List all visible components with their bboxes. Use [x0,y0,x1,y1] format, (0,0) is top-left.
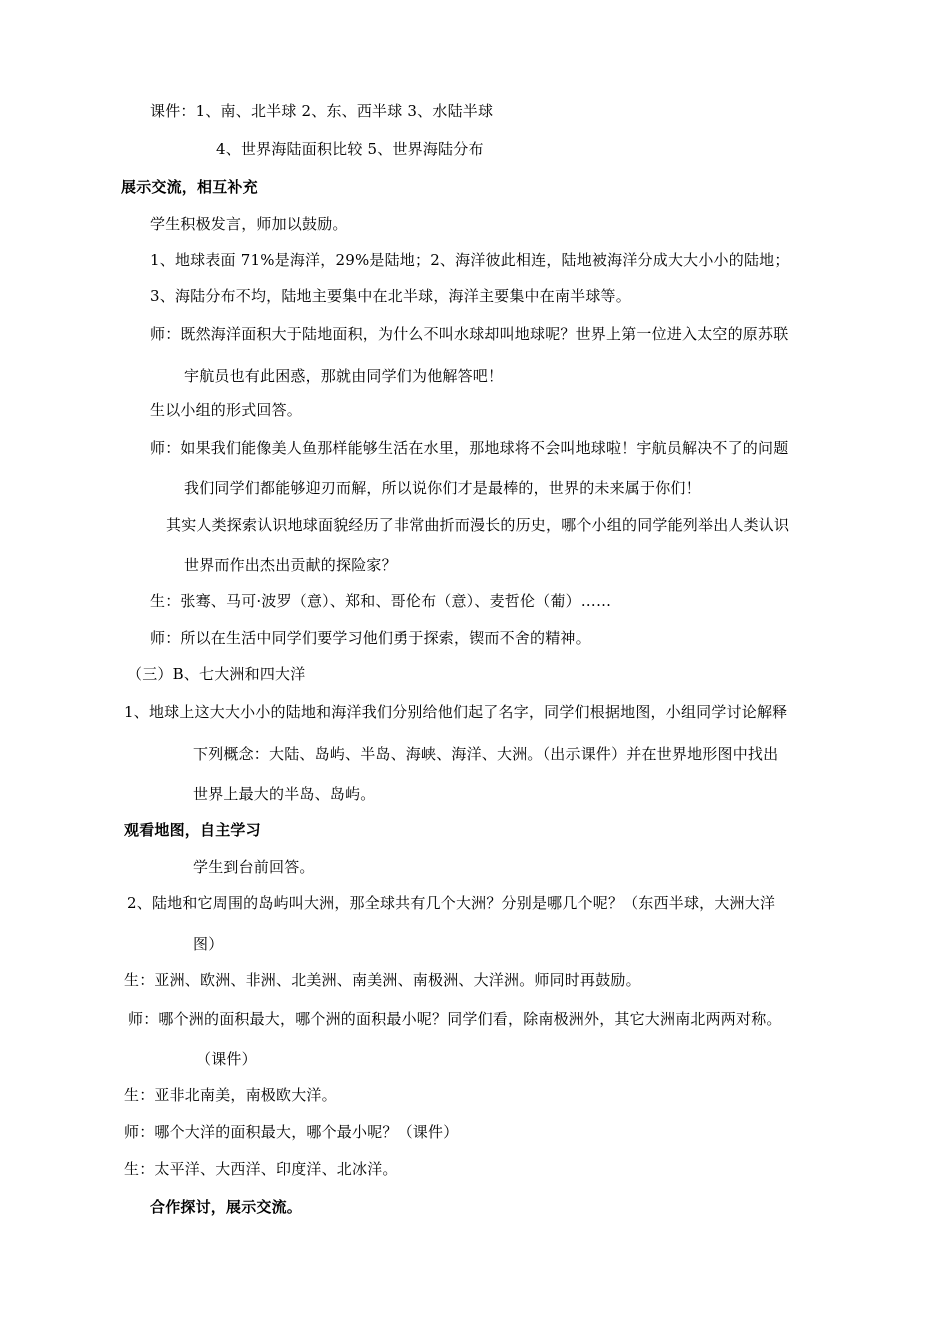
paragraph: 生：亚洲、欧洲、非洲、北美洲、南美洲、南极洲、大洋洲。师同时再鼓励。 [124,971,641,989]
courseware-list-line-1: 课件：1、南、北半球 2、东、西半球 3、水陆半球 [150,102,494,120]
paragraph: 师：如果我们能像美人鱼那样能够生活在水里，那地球将不会叫地球啦！宇航员解决不了的问题 [150,439,789,457]
paragraph: 生：亚非北南美，南极欧大洋。 [124,1086,337,1104]
paragraph: 学生到台前回答。 [193,858,315,876]
section-heading-share: 展示交流，相互补充 [121,178,258,196]
paragraph: 生以小组的形式回答。 [150,401,303,419]
paragraph-continuation: 宇航员也有此困惑，那就由同学们为他解答吧！ [184,367,504,385]
paragraph: 2、陆地和它周围的岛屿叫大洲，那全球共有几个大洲？分别是哪几个呢？（东西半球，大洲大洋 [127,894,776,912]
paragraph: 3、海陆分布不均，陆地主要集中在北半球，海洋主要集中在南半球等。 [150,287,631,305]
paragraph: 1、地球上这大大小小的陆地和海洋我们分别给他们起了名字，同学们根据地图，小组同学讨论解释 [124,703,788,721]
paragraph: 生：太平洋、大西洋、印度洋、北冰洋。 [124,1160,398,1178]
section-heading-map: 观看地图，自主学习 [124,821,261,839]
paragraph: 学生积极发言，师加以鼓励。 [150,215,348,233]
paragraph: 其实人类探索认识地球面貌经历了非常曲折而漫长的历史，哪个小组的同学能列举出人类认识 [166,516,790,534]
paragraph: 师：所以在生活中同学们要学习他们勇于探索，锲而不舍的精神。 [150,629,591,647]
paragraph-continuation: 下列概念：大陆、岛屿、半岛、海峡、海洋、大洲。（出示课件）并在世界地形图中找出 [193,745,779,763]
courseware-list-line-2: 4、世界海陆面积比较 5、世界海陆分布 [216,140,484,158]
paragraph: 师：既然海洋面积大于陆地面积，为什么不叫水球却叫地球呢？世界上第一位进入太空的原苏联 [150,325,789,343]
paragraph: 师：哪个洲的面积最大，哪个洲的面积最小呢？同学们看，除南极洲外，其它大洲南北两两对称。 [128,1010,782,1028]
paragraph-continuation: （课件） [196,1050,257,1068]
paragraph-continuation: 世界而作出杰出贡献的探险家？ [184,556,397,574]
paragraph-continuation: 图） [193,935,224,953]
paragraph: 1、地球表面 71%是海洋，29%是陆地；2、海洋彼此相连，陆地被海洋分成大大小小的陆地； [150,251,790,269]
section-heading-continents: （三）B、七大洲和四大洋 [127,665,306,683]
paragraph: 师：哪个大洋的面积最大，哪个最小呢？（课件） [124,1123,459,1141]
paragraph: 生：张骞、马可·波罗（意）、郑和、哥伦布（意）、麦哲伦（葡）…… [150,592,612,610]
paragraph-continuation: 我们同学们都能够迎刃而解，所以说你们才是最棒的，世界的未来属于你们！ [184,479,701,497]
paragraph-continuation: 世界上最大的半岛、岛屿。 [193,785,376,803]
section-heading-discuss: 合作探讨，展示交流。 [150,1198,303,1216]
